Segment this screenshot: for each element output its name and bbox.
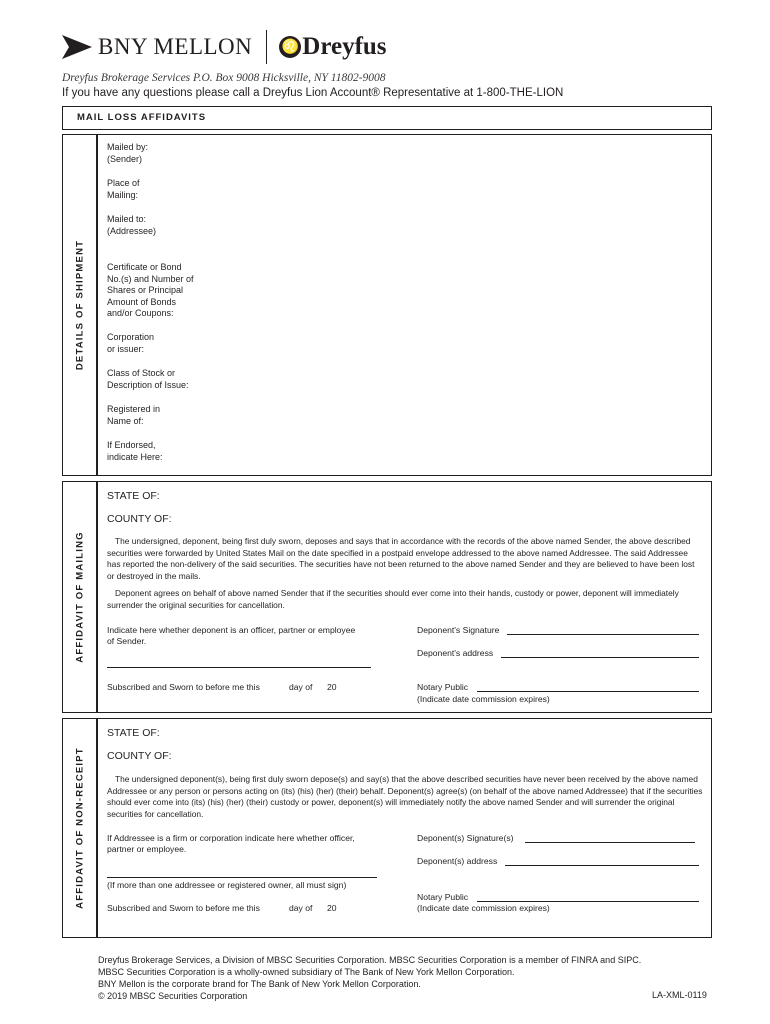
mailing-signature-line[interactable] bbox=[507, 634, 699, 635]
field-mailed-to[interactable]: Mailed to: (Addressee) bbox=[107, 214, 157, 236]
mailing-side-label-box bbox=[62, 481, 98, 713]
mailing-day-of: day of bbox=[289, 682, 313, 692]
nonreceipt-notary-note: (Indicate date commission expires) bbox=[417, 903, 550, 913]
nonreceipt-state-field[interactable]: STATE OF: bbox=[107, 727, 160, 739]
nonreceipt-year: 20 bbox=[327, 903, 337, 913]
nonreceipt-more-note: (If more than one addressee or registered owner, all must sign) bbox=[107, 880, 347, 890]
contact-phone: If you have any questions please call a Dreyfus Lion Account® Representative at 1-800-THE-LION bbox=[62, 87, 564, 99]
mailing-paragraph-2: Deponent agrees on behalf of above named Sender that if the securities should ever come into their hands, custody or power, deponent will immediately surrender the original securities for cancellation. bbox=[107, 588, 679, 610]
nonreceipt-address-line[interactable] bbox=[505, 865, 699, 866]
mailing-paragraph-1: The undersigned, deponent, being first duly sworn, deposes and says that in accordance with the records of the above named Sender, the above described securities were forwarded by United States Mail on the date specified in a postpaid envelope addressed to the above named Addressee. The said Addressee has reported the non-delivery of the said securities. The securities have not been returned to the above named Sender and they are believed to have been lost or destroyed in the mails. bbox=[107, 536, 695, 581]
mailing-side-label: AFFIDAVIT OF MAILING bbox=[74, 531, 86, 663]
shipment-details-box bbox=[96, 134, 712, 476]
mailing-notary-line[interactable] bbox=[477, 691, 699, 692]
nonreceipt-signature-line[interactable] bbox=[525, 842, 695, 843]
logo bbox=[62, 30, 387, 64]
lion-icon: ♌ bbox=[279, 36, 301, 58]
field-endorsed[interactable]: If Endorsed, indicate Here: bbox=[107, 440, 163, 462]
section-title-box bbox=[62, 106, 712, 130]
mailing-address-line[interactable] bbox=[501, 657, 699, 658]
mailing-address: Dreyfus Brokerage Services P.O. Box 9008 Hicksville, NY 11802-9008 bbox=[62, 72, 386, 84]
logo-divider bbox=[266, 30, 267, 64]
mailing-county-field[interactable]: COUNTY OF: bbox=[107, 513, 172, 525]
footer-line-1: Dreyfus Brokerage Services, a Division of MBSC Securities Corporation. MBSC Securities Corporation is a member of FINRA and SIPC. bbox=[98, 955, 642, 965]
dreyfus-logo-text: Dreyfus bbox=[302, 33, 387, 60]
mailing-state-field[interactable]: STATE OF: bbox=[107, 490, 160, 502]
field-mailed-by[interactable]: Mailed by: (Sender) bbox=[107, 142, 149, 164]
footer-disclosure bbox=[98, 954, 710, 1002]
nonreceipt-indicate-text: If Addressee is a firm or corporation indicate here whether officer, partner or employee. bbox=[107, 833, 355, 854]
nonreceipt-position-line[interactable] bbox=[107, 877, 377, 878]
nonreceipt-address-label: Deponent(s) address bbox=[417, 856, 498, 866]
mailing-year: 20 bbox=[327, 682, 337, 692]
form-code: LA-XML-0119 bbox=[652, 990, 707, 1000]
affidavit-mailing-box bbox=[96, 481, 712, 713]
footer-line-2: MBSC Securities Corporation is a wholly-owned subsidiary of The Bank of New York Mellon Corporation. bbox=[98, 967, 515, 977]
shipment-side-label: DETAILS OF SHIPMENT bbox=[74, 239, 86, 371]
field-place-of-mailing[interactable]: Place of Mailing: bbox=[107, 178, 140, 200]
field-corporation[interactable]: Corporation or issuer: bbox=[107, 332, 155, 354]
field-certificate-no[interactable]: Certificate or Bond No.(s) and Number of Shares or Principal Amount of Bonds and/or Coupons: bbox=[107, 262, 194, 318]
mailing-position-line[interactable] bbox=[107, 667, 371, 668]
dreyfus-logo bbox=[279, 33, 386, 61]
nonreceipt-notary-label: Notary Public bbox=[417, 892, 469, 902]
nonreceipt-sworn-text: Subscribed and Sworn to before me this bbox=[107, 903, 260, 913]
nonreceipt-side-label-box bbox=[62, 718, 98, 938]
mailing-notary-label: Notary Public bbox=[417, 682, 469, 692]
field-class-of-stock[interactable]: Class of Stock or Description of Issue: bbox=[107, 368, 189, 390]
footer-line-4: © 2019 MBSC Securities Corporation bbox=[98, 991, 248, 1001]
shipment-side-label-box bbox=[62, 134, 98, 476]
footer-line-3: BNY Mellon is the corporate brand for The Bank of New York Mellon Corporation. bbox=[98, 979, 421, 989]
nonreceipt-notary-line[interactable] bbox=[477, 901, 699, 902]
nonreceipt-side-label: AFFIDAVIT OF NON-RECEIPT bbox=[74, 747, 86, 909]
bny-mellon-logo: BNY MELLON bbox=[98, 34, 253, 59]
mailing-address-label: Deponent's address bbox=[417, 648, 494, 658]
field-registered-name[interactable]: Registered in Name of: bbox=[107, 404, 161, 426]
nonreceipt-day-of: day of bbox=[289, 903, 313, 913]
nonreceipt-signature-label: Deponent(s) Signature(s) bbox=[417, 833, 514, 843]
mailing-indicate-text: Indicate here whether deponent is an officer, partner or employee of Sender. bbox=[107, 625, 356, 646]
bny-arrow-icon bbox=[62, 35, 92, 59]
section-title: MAIL LOSS AFFIDAVITS bbox=[77, 112, 207, 123]
mailing-sworn-text: Subscribed and Sworn to before me this bbox=[107, 682, 260, 692]
mailing-signature-label: Deponent's Signature bbox=[417, 625, 500, 635]
nonreceipt-county-field[interactable]: COUNTY OF: bbox=[107, 750, 172, 762]
mailing-notary-note: (Indicate date commission expires) bbox=[417, 694, 550, 704]
nonreceipt-paragraph: The undersigned deponent(s), being first duly sworn depose(s) and say(s) that the above described securities have never been received by the above named Addressee or any person or persons acting on (its) (his) (her) (their) behalf. Deponent(s) agree(s) (on behalf of the above named Addressee) that if the securities should ever come into (its) (his) (her) (their) custody or power, deponent(s) will immediately notify the above named Sender and will surrender the original securities for cancellation. bbox=[107, 774, 703, 819]
affidavit-nonreceipt-box bbox=[96, 718, 712, 938]
